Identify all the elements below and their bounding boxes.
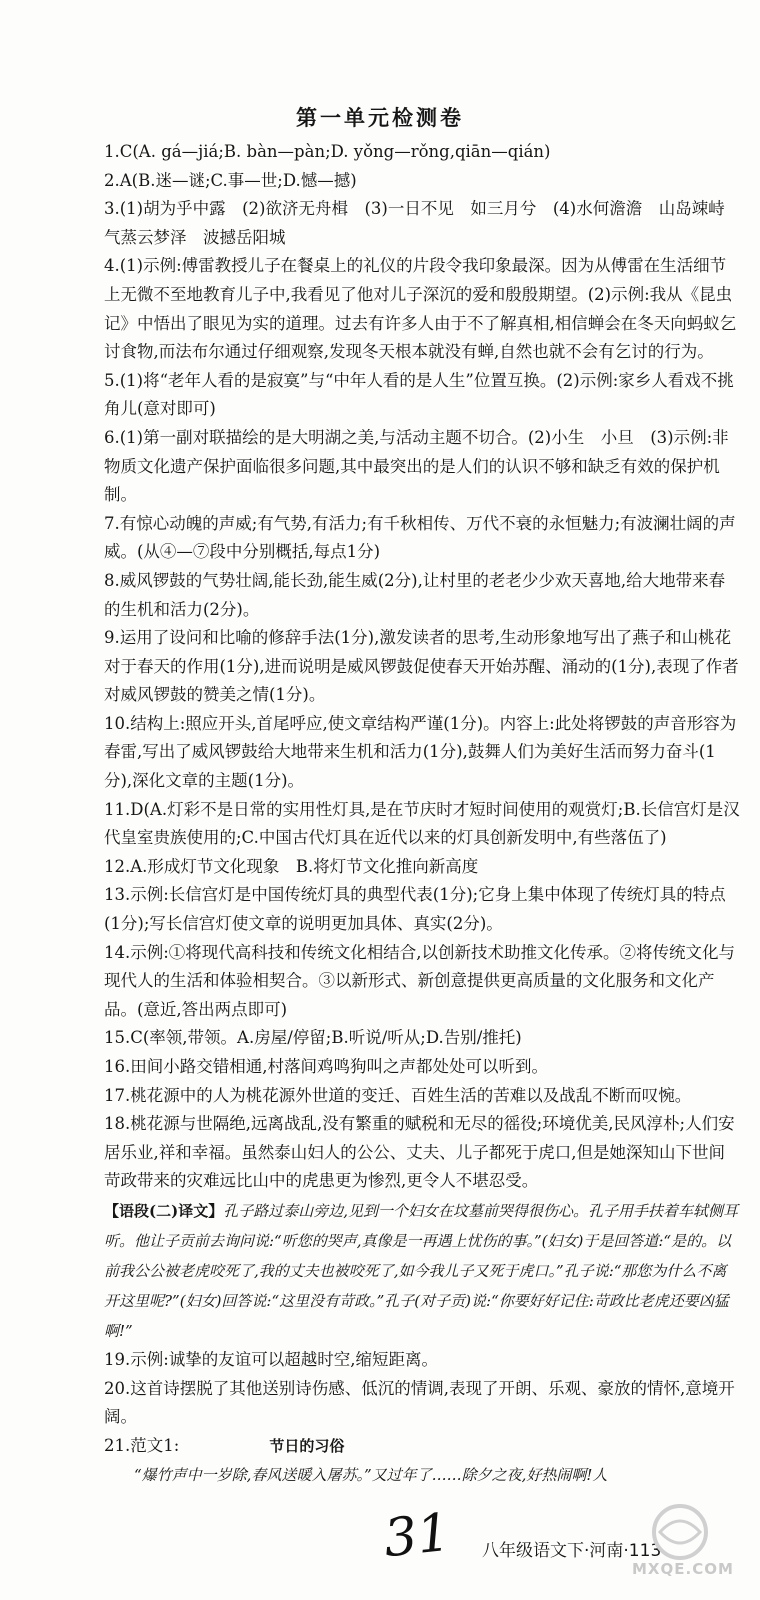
translation-body: 孔子路过泰山旁边,见到一个妇女在坟墓前哭得很伤心。孔子用手扶着车轼侧耳听。他让子贡前去询问说:“听您的哭声,真像是一再遇上忧伤的事。”(妇女)于是回答道:“是的。以前我公公被老虎咬死了,我的丈夫也被咬死了,如今我儿子又死于虎口。”孔子说:“那您为什么不离开这里呢?”(妇女)回答说:“这里没有苛政。”孔子(对子贡)说:“你要好好记住:苛政比老虎还要凶猛啊!” <box>104 1201 738 1340</box>
answer-2: 2.A(B.迷—谜;C.事—世;D.憾—撼) <box>104 170 357 190</box>
essay-first-line: “爆竹声中一岁除,春风送暖入屠苏。”又过年了……除夕之夜,好热闹啊!人 <box>134 1466 608 1485</box>
answer-12: 12.A.形成灯节文化现象 B.将灯节文化推向新高度 <box>104 856 479 876</box>
answer-1: 1.C(A. gá—jiá;B. bàn—pàn;D. yǒng—rǒng,qiān—qián) <box>104 142 551 161</box>
essay-header <box>104 1432 740 1461</box>
watermark-text: MXQE.COM <box>632 1560 734 1578</box>
answer-6: 6.(1)第一副对联描绘的是大明湖之美,与活动主题不切合。(2)小生 小旦 (3)示例:非物质文化遗产保护面临很多问题,其中最突出的是人们的认识不够和缺乏有效的保护机制。 <box>104 427 729 505</box>
page-title: 第一单元检测卷 <box>296 106 464 130</box>
answer-18: 18.桃花源与世隔绝,远离战乱,没有繁重的赋税和无尽的徭役;环境优美,民风淳朴;人们安居乐业,祥和幸福。虽然泰山妇人的公公、丈夫、儿子都死于虎口,但是她深知山下世间苛政带来的灾难远比山中的虎患更为惨烈,更令人不堪忍受。 <box>104 1114 735 1191</box>
essay-title: 节日的习俗 <box>269 1436 345 1455</box>
answer-7: 7.有惊心动魄的声威;有气势,有活力;有千秋相传、万代不衰的永恒魅力;有波澜壮阔的声威。(从④—⑦段中分别概括,每点1分) <box>104 513 736 562</box>
answer-9: 9.运用了设问和比喻的修辞手法(1分),激发读者的思考,生动形象地写出了燕子和山桃花对于春天的作用(1分),进而说明是威风锣鼓促使春天开始苏醒、涌动的(1分),表现了作者对威风锣鼓的赞美之情(1分)。 <box>104 628 739 705</box>
answer-list <box>104 138 740 1490</box>
essay-label: 21.范文1: <box>104 1435 180 1455</box>
answer-16: 16.田间小路交错相通,村落间鸡鸣狗叫之声都处处可以听到。 <box>104 1057 548 1076</box>
translation-passage <box>104 1196 740 1346</box>
answer-15: 15.C(率领,带领。A.房屋/停留;B.听说/听从;D.告别/推托) <box>104 1028 522 1048</box>
answer-11: 11.D(A.灯彩不是日常的实用性灯具,是在节庆时才短时间使用的观赏灯;B.长信宫灯是汉代皇室贵族使用的;C.中国古代灯具在近代以来的灯具创新发明中,有些落伍了) <box>104 799 740 848</box>
answer-3: 3.(1)胡为乎中露 (2)欲济无舟楫 (3)一日不见 如三月兮 (4)水何澹澹 山岛竦峙 气蒸云梦泽 波撼岳阳城 <box>104 199 742 247</box>
answer-14: 14.示例:①将现代高科技和传统文化相结合,以创新技术助推文化传承。②将传统文化与现代人的生活和体验相契合。③以新形式、新创意提供更高质量的文化服务和文化产品。(意近,答出两点即可) <box>104 942 736 1019</box>
answer-4: 4.(1)示例:傅雷教授儿子在餐桌上的礼仪的片段令我印象最深。因为从傅雷在生活细节上无微不至地教育儿子中,我看见了他对儿子深沉的爱和殷殷期望。(2)示例:我从《昆虫记》中悟出了眼见为实的道理。过去有许多人由于不了解真相,相信蝉会在冬天向蚂蚁乞讨食物,而法布尔通过仔细观察,发现冬天根本就没有蝉,自然也就不会有乞讨的行为。 <box>104 256 737 362</box>
translation-heading: 【语段(二)译文】 <box>104 1201 224 1220</box>
page-footer: 八年级语文下·河南·113 <box>482 1541 662 1561</box>
answer-20: 20.这首诗摆脱了其他送别诗伤感、低沉的情调,表现了开朗、乐观、豪放的情怀,意境开阔。 <box>104 1378 735 1427</box>
answer-19: 19.示例:诚挚的友谊可以超越时空,缩短距离。 <box>104 1349 439 1369</box>
handwritten-page-number: 31 <box>381 1502 454 1570</box>
answer-13: 13.示例:长信宫灯是中国传统灯具的典型代表(1分);它身上集中体现了传统灯具的特点(1分);写长信宫灯使文章的说明更加具体、真实(2分)。 <box>104 885 726 934</box>
answer-5: 5.(1)将“老年人看的是寂寞”与“中年人看的是人生”位置互换。(2)示例:家乡人看戏不挑角儿(意对即可) <box>104 370 734 419</box>
answer-8: 8.威风锣鼓的气势壮阔,能长劲,能生威(2分),让村里的老老少少欢天喜地,给大地带来春的生机和活力(2分)。 <box>104 570 726 619</box>
answer-17: 17.桃花源中的人为桃花源外世道的变迁、百姓生活的苦难以及战乱不断而叹惋。 <box>104 1085 692 1105</box>
answer-10: 10.结构上:照应开头,首尾呼应,使文章结构严谨(1分)。内容上:此处将锣鼓的声音形容为春雷,写出了威风锣鼓给大地带来生机和活力(1分),鼓舞人们为美好生活而努力奋斗(1分),深化文章的主题(1分)。 <box>104 713 737 791</box>
